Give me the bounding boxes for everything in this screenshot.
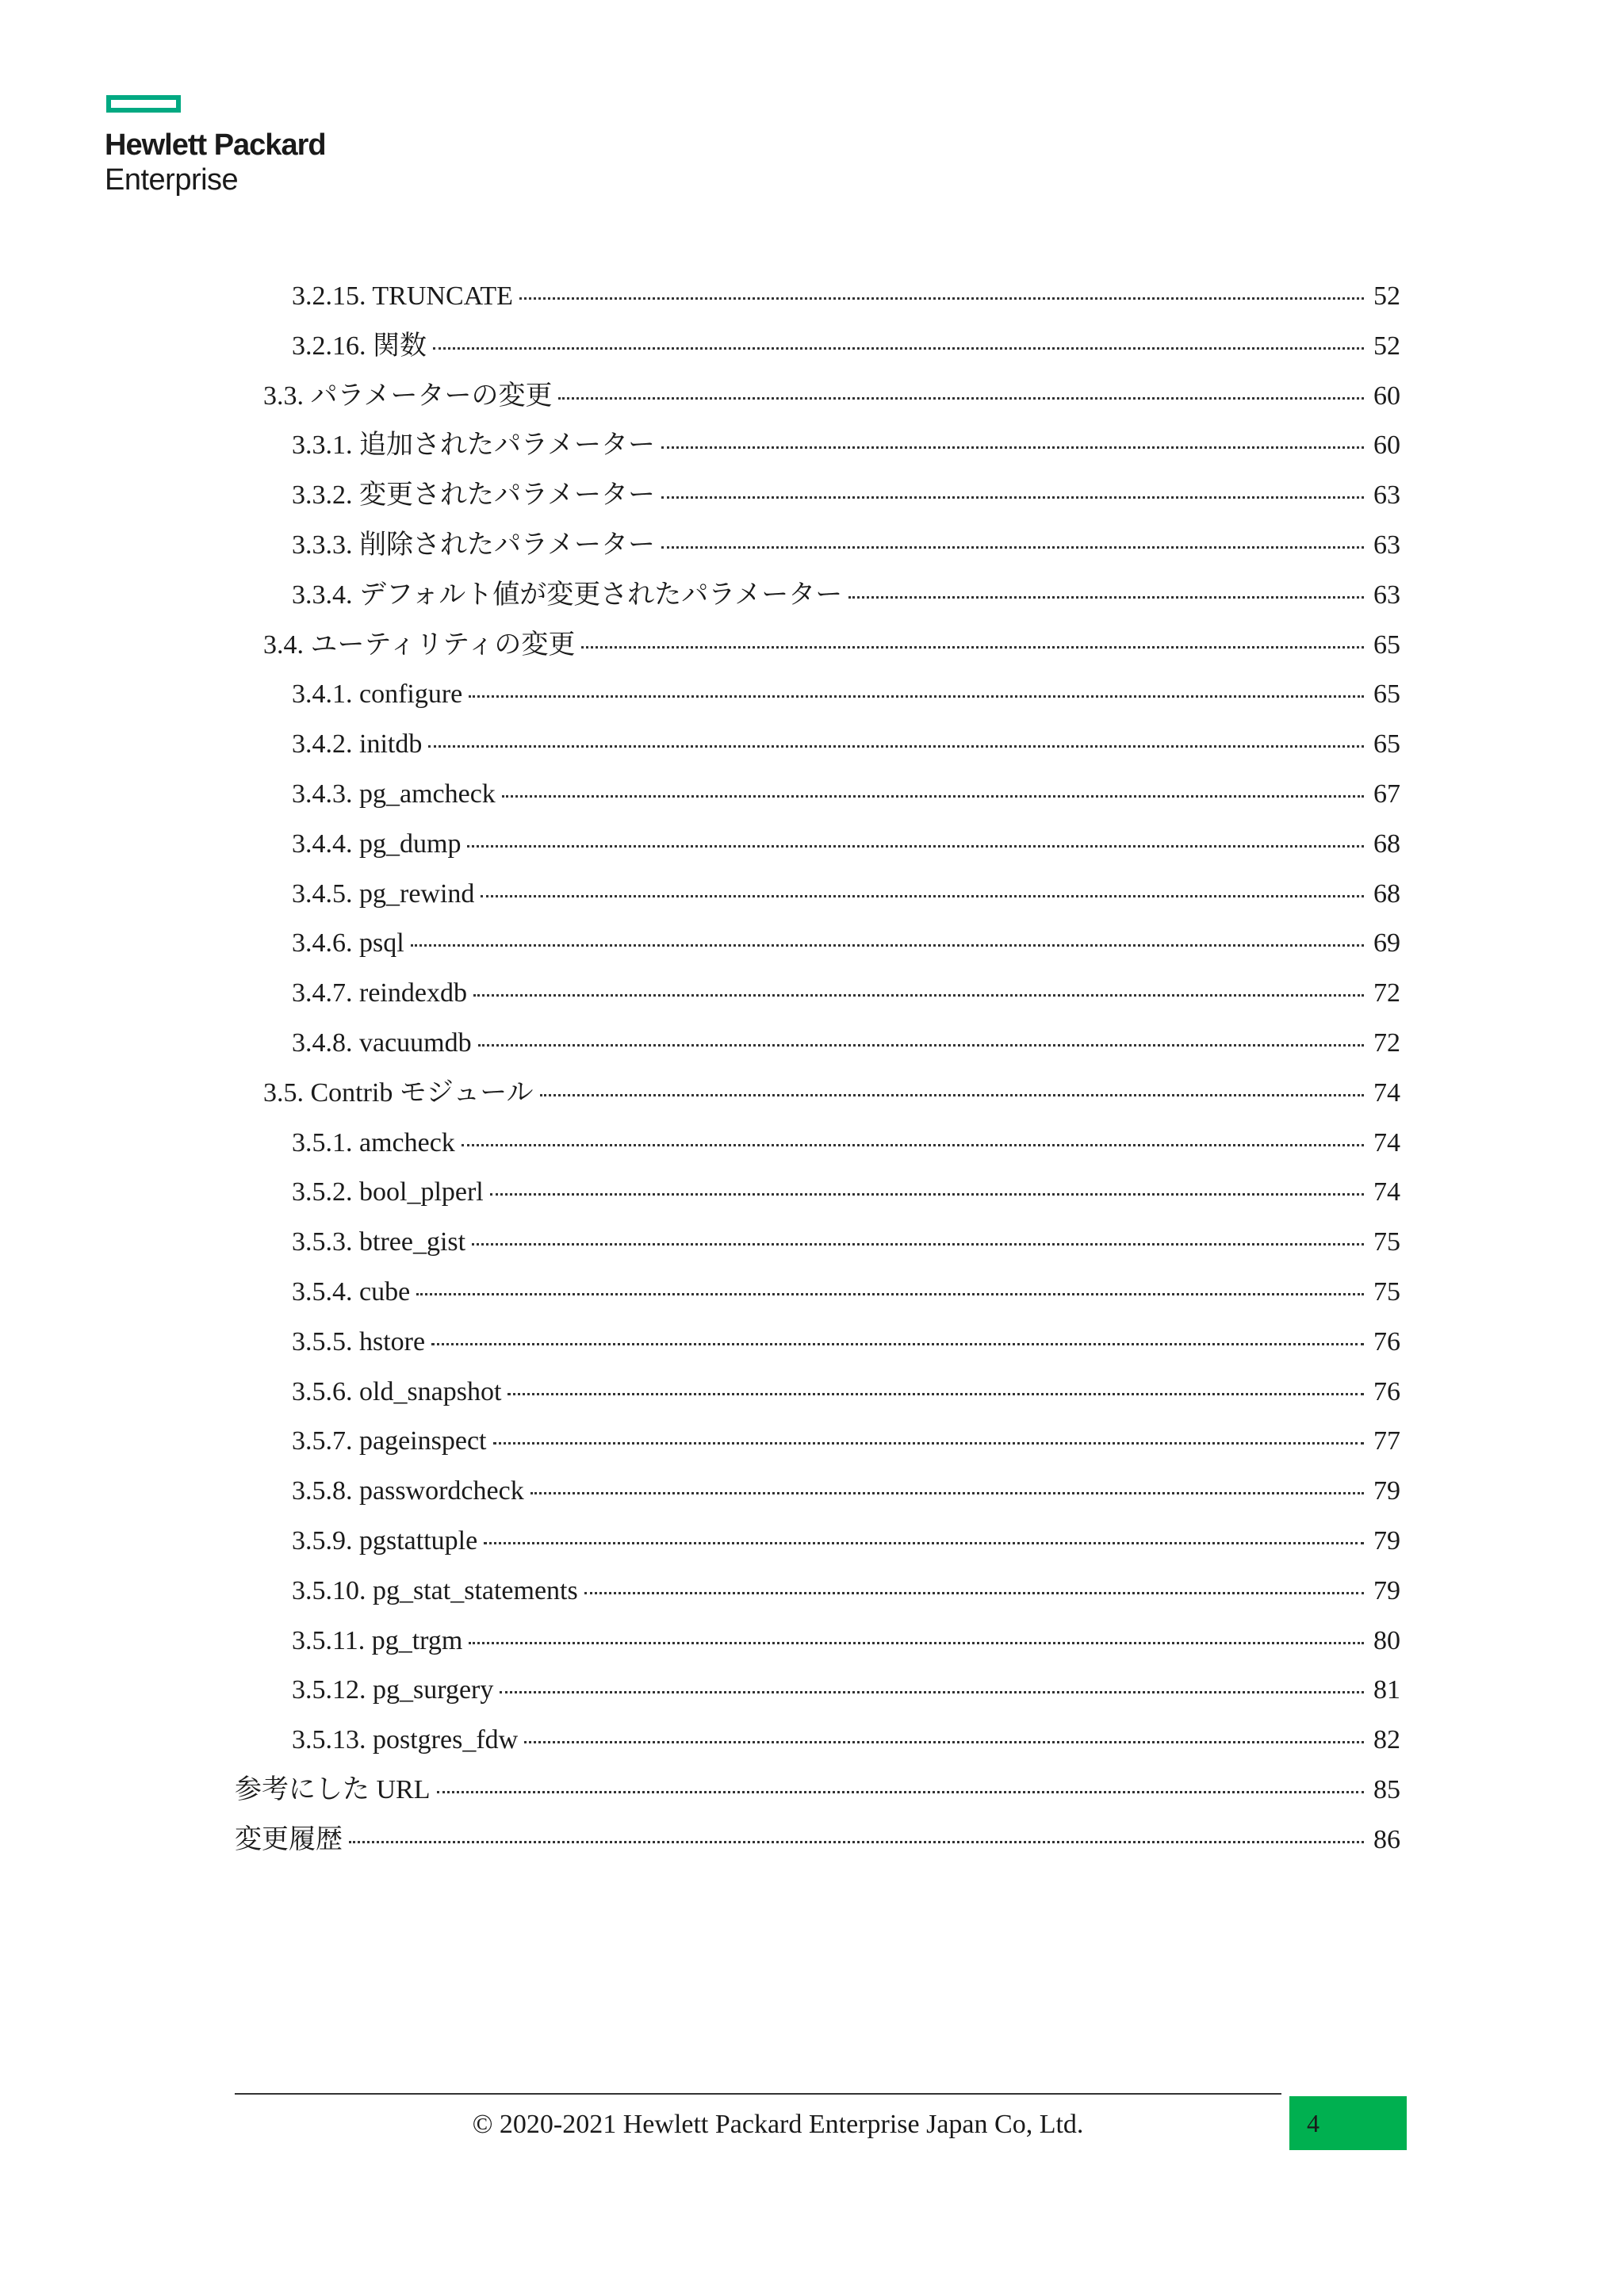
toc-entry[interactable] <box>292 974 1400 1012</box>
toc-entry[interactable] <box>292 1223 1400 1261</box>
toc-entry-page: 80 <box>1373 1625 1400 1655</box>
toc-entry-label: 3.5.4. cube <box>292 1277 411 1307</box>
toc-entry[interactable] <box>292 1622 1400 1660</box>
toc-entry-label: 3.5.5. hstore <box>292 1326 426 1357</box>
toc-entry-label: 3.2.15. TRUNCATE <box>292 281 513 311</box>
toc-leader-dots <box>581 645 1364 649</box>
toc-entry-label: 変更履歴 <box>235 1824 343 1854</box>
toc-entry[interactable] <box>292 476 1400 515</box>
toc-leader-dots <box>500 1690 1364 1693</box>
toc-leader-dots <box>431 1342 1364 1345</box>
toc-entry-page: 52 <box>1373 281 1400 311</box>
toc-leader-dots <box>502 794 1364 798</box>
toc-entry-page: 72 <box>1373 978 1400 1008</box>
toc-leader-dots <box>584 1591 1364 1594</box>
footer-divider <box>235 2093 1281 2095</box>
toc-entry-label: 3.4.7. reindexdb <box>292 978 467 1008</box>
toc-entry-label: 3.5.8. passwordcheck <box>292 1476 524 1506</box>
toc-entry[interactable] <box>292 775 1400 813</box>
toc-leader-dots <box>490 1192 1364 1196</box>
toc-entry-page: 63 <box>1373 530 1400 560</box>
toc-entry-page: 65 <box>1373 629 1400 660</box>
toc-entry-label: 3.4.2. initdb <box>292 729 423 760</box>
toc-entry-label: 3.4.6. psql <box>292 928 404 959</box>
toc-entry-page: 74 <box>1373 1177 1400 1207</box>
toc-entry[interactable] <box>235 1771 1400 1809</box>
toc-entry-page: 68 <box>1373 828 1400 859</box>
toc-entry-page: 75 <box>1373 1227 1400 1257</box>
toc-entry-label: 3.5.11. pg_trgm <box>292 1625 463 1655</box>
toc-entry-page: 76 <box>1373 1376 1400 1406</box>
toc-entry-page: 69 <box>1373 928 1400 959</box>
toc-entry-label: 3.5.2. bool_plperl <box>292 1177 484 1207</box>
toc-entry[interactable] <box>292 327 1400 365</box>
toc-entry[interactable] <box>292 1522 1400 1560</box>
toc-leader-dots <box>530 1491 1364 1494</box>
toc-leader-dots <box>469 695 1364 698</box>
toc-entry[interactable] <box>292 1472 1400 1510</box>
toc-leader-dots <box>661 496 1364 499</box>
toc-entry-label: 3.4.5. pg_rewind <box>292 878 475 909</box>
toc-entry[interactable] <box>292 277 1400 316</box>
toc-leader-dots <box>411 943 1364 947</box>
toc-leader-dots <box>481 894 1364 897</box>
toc-entry-page: 63 <box>1373 480 1400 511</box>
toc-entry-label: 3.5.10. pg_stat_statements <box>292 1575 578 1605</box>
toc-entry-page: 60 <box>1373 430 1400 461</box>
toc-leader-dots <box>428 744 1364 748</box>
toc-entry-label: 3.4.8. vacuumdb <box>292 1028 472 1058</box>
toc-entry-page: 86 <box>1373 1824 1400 1854</box>
toc-entry[interactable] <box>292 825 1400 863</box>
toc-leader-dots <box>661 545 1364 549</box>
toc-entry[interactable] <box>292 1273 1400 1311</box>
toc-entry[interactable] <box>292 675 1400 714</box>
toc-leader-dots <box>848 595 1364 599</box>
toc-entry-label: 3.4.4. pg_dump <box>292 828 462 859</box>
toc-leader-dots <box>472 1242 1364 1246</box>
toc-entry[interactable] <box>292 1671 1400 1709</box>
toc-entry[interactable] <box>263 377 1400 415</box>
toc-leader-dots <box>558 396 1364 400</box>
toc-entry-page: 81 <box>1373 1675 1400 1705</box>
toc-entry[interactable] <box>292 1323 1400 1361</box>
toc-entry[interactable] <box>292 427 1400 465</box>
toc-entry[interactable] <box>292 1422 1400 1460</box>
toc-entry-page: 52 <box>1373 331 1400 361</box>
toc-entry-label: 3.3.4. デフォルト値が変更されたパラメーター <box>292 580 843 610</box>
toc-entry-page: 65 <box>1373 679 1400 710</box>
toc-entry-page: 67 <box>1373 779 1400 809</box>
toc-leader-dots <box>484 1541 1364 1544</box>
toc-leader-dots <box>437 1790 1365 1793</box>
toc-entry-label: 3.5.13. postgres_fdw <box>292 1725 519 1755</box>
toc-entry[interactable] <box>292 1721 1400 1759</box>
toc-entry-label: 3.5.1. amcheck <box>292 1127 455 1158</box>
toc-entry-label: 3.3.2. 変更されたパラメーター <box>292 480 655 511</box>
toc-entry-label: 3.5.9. pgstattuple <box>292 1526 478 1556</box>
toc-entry[interactable] <box>292 576 1400 614</box>
footer-copyright: © 2020-2021 Hewlett Packard Enterprise Japan Co, Ltd. <box>472 2110 1084 2139</box>
toc-leader-dots <box>349 1840 1364 1843</box>
toc-entry-label: 参考にした URL <box>235 1775 431 1804</box>
toc-entry-page: 79 <box>1373 1526 1400 1556</box>
toc-entry-label: 3.5.6. old_snapshot <box>292 1376 502 1406</box>
toc-entry-page: 63 <box>1373 580 1400 610</box>
toc-entry-page: 60 <box>1373 381 1400 411</box>
toc-entry[interactable] <box>235 1821 1400 1859</box>
toc-entry-page: 76 <box>1373 1326 1400 1357</box>
toc-leader-dots <box>433 346 1364 350</box>
page-number: 4 <box>1307 2109 1320 2137</box>
hpe-logo-mark-icon <box>106 95 181 113</box>
toc-entry[interactable] <box>292 1173 1400 1211</box>
toc-entry-page: 85 <box>1373 1775 1400 1804</box>
toc-entry[interactable] <box>263 1074 1400 1112</box>
toc-entry[interactable] <box>292 526 1400 564</box>
page-number-badge <box>1289 2096 1407 2150</box>
toc-entry-label: 3.4.1. configure <box>292 679 463 710</box>
toc-leader-dots <box>462 1143 1364 1146</box>
toc-leader-dots <box>469 1641 1364 1644</box>
toc-entry[interactable] <box>292 725 1400 763</box>
toc-entry-label: 3.5.3. btree_gist <box>292 1227 466 1257</box>
hpe-logo <box>105 94 358 205</box>
toc-entry-label: 3.4.3. pg_amcheck <box>292 779 496 809</box>
toc-leader-dots <box>416 1292 1364 1295</box>
toc-entry-page: 65 <box>1373 729 1400 760</box>
toc-leader-dots <box>478 1043 1364 1047</box>
toc-entry-label: 3.4. ユーティリティの変更 <box>263 629 576 660</box>
toc-leader-dots <box>493 1441 1365 1445</box>
toc-entry-page: 79 <box>1373 1575 1400 1605</box>
toc-entry-label: 3.5.12. pg_surgery <box>292 1675 494 1705</box>
toc-entry-label: 3.5.7. pageinspect <box>292 1426 487 1456</box>
toc-leader-dots <box>540 1093 1364 1096</box>
toc-entry[interactable] <box>292 1572 1400 1610</box>
toc-entry-page: 77 <box>1373 1426 1400 1456</box>
toc-entry-page: 74 <box>1373 1077 1400 1108</box>
toc-leader-dots <box>508 1392 1364 1395</box>
logo-text-line1: Hewlett Packard <box>105 128 326 162</box>
toc-entry[interactable] <box>263 626 1400 664</box>
toc-leader-dots <box>473 993 1364 997</box>
toc-entry[interactable] <box>292 1024 1400 1062</box>
toc-entry-label: 3.3. パラメーターの変更 <box>263 381 553 411</box>
toc-entry[interactable] <box>292 924 1400 962</box>
toc-entry-label: 3.2.16. 関数 <box>292 331 427 361</box>
toc-entry[interactable] <box>292 1373 1400 1411</box>
toc-entry-page: 75 <box>1373 1277 1400 1307</box>
toc-entry-label: 3.5. Contrib モジュール <box>263 1077 534 1108</box>
toc-entry-page: 72 <box>1373 1028 1400 1058</box>
toc-entry-page: 74 <box>1373 1127 1400 1158</box>
toc-entry-label: 3.3.1. 追加されたパラメーター <box>292 430 655 461</box>
toc-entry-label: 3.3.3. 削除されたパラメーター <box>292 530 655 560</box>
toc-leader-dots <box>467 844 1364 848</box>
toc-leader-dots <box>661 446 1364 449</box>
toc-leader-dots <box>519 297 1364 300</box>
toc-entry-page: 79 <box>1373 1476 1400 1506</box>
toc-entry[interactable] <box>292 1124 1400 1162</box>
toc-leader-dots <box>524 1740 1364 1743</box>
toc-entry-page: 82 <box>1373 1725 1400 1755</box>
logo-text-line2: Enterprise <box>105 163 239 197</box>
toc-entry-page: 68 <box>1373 878 1400 909</box>
toc-entry[interactable] <box>292 875 1400 913</box>
